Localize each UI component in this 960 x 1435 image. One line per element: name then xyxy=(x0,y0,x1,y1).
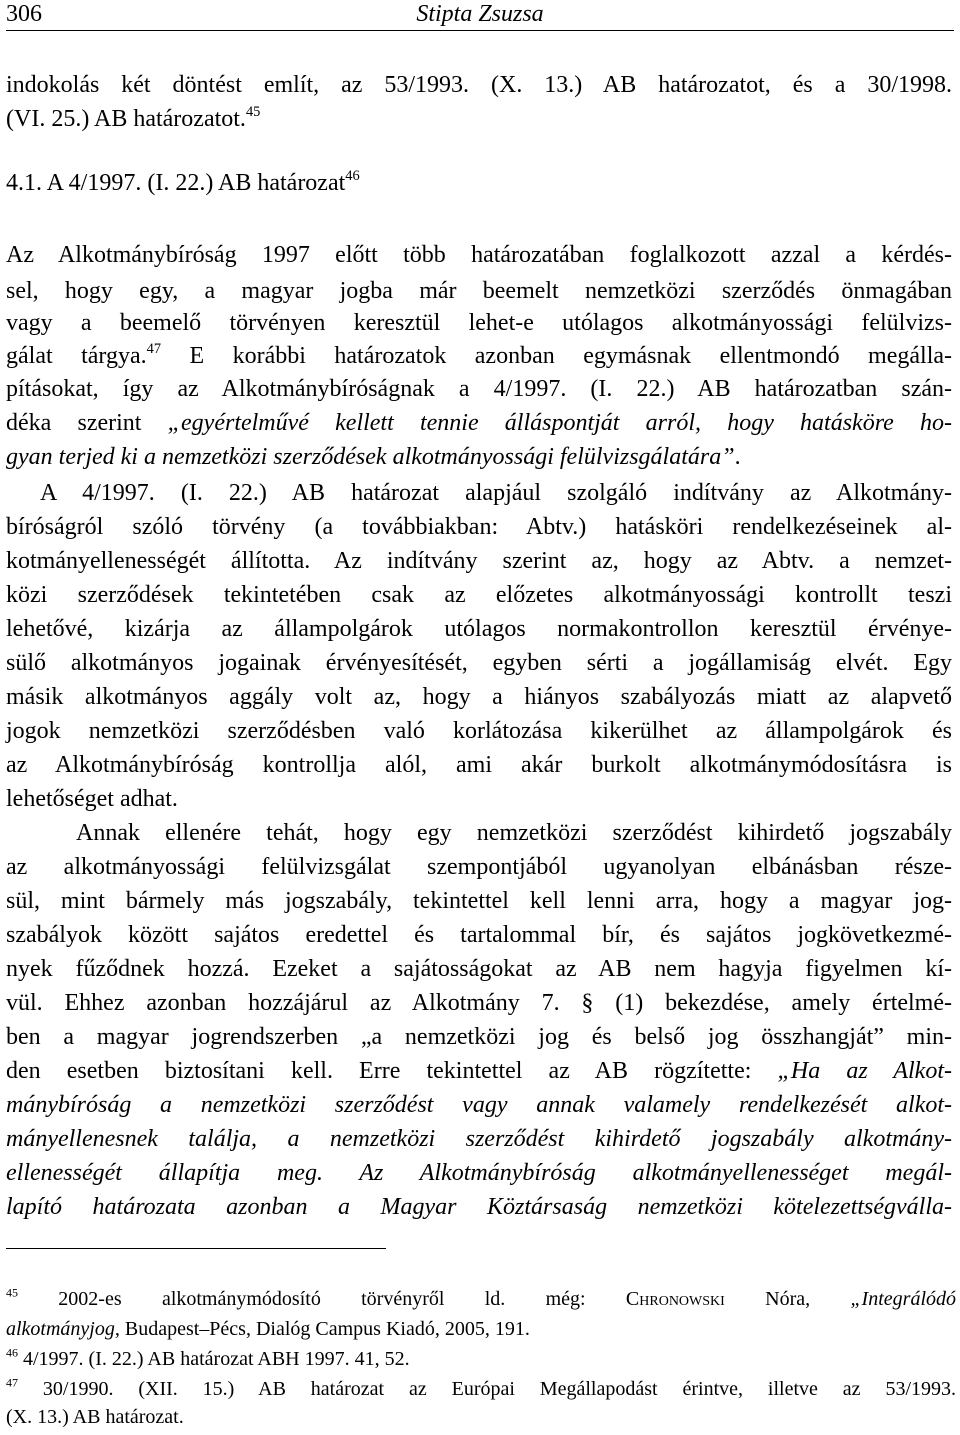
p2-line-3: kotmányellenességét állította. Az indítvány szerint az, hogy az Abtv. a nemzet- xyxy=(6,548,952,574)
p3-line-8 xyxy=(6,1056,952,1086)
p2-line-1: A 4/1997. (I. 22.) AB határozat alapjául szolgáló indítvány az Alkotmány- xyxy=(40,480,952,506)
footnote-ref-45: 45 xyxy=(245,103,261,120)
footnote-45-line-1 xyxy=(6,1286,956,1312)
footnote-47-line-1 xyxy=(6,1376,956,1402)
footnote-46 xyxy=(6,1346,956,1372)
footnote-47-line-2: (X. 13.) AB határozat. xyxy=(6,1406,184,1428)
intro-line-1: indokolás két döntést említ, az 53/1993. (X. 13.) AB határozatot, és a 30/1998. xyxy=(6,72,952,98)
p2-line-8: jogok nemzetközi szerződésben való korlátozása kikerülhet az állampolgárok és xyxy=(6,718,952,744)
p3-line-4: szabályok között sajátos eredettel és tartalommal bír, és sajátos jogkövetkezmé- xyxy=(6,922,952,948)
p3-line-10: mányellenesnek találja, a nemzetközi szerződést kihirdető jogszabály alkotmány- xyxy=(6,1126,952,1152)
intro-text: (VI. 25.) AB határozatot. xyxy=(6,106,246,132)
footnote-number-46: 46 xyxy=(6,1345,18,1360)
footnote-author: Chronowski xyxy=(625,1288,725,1310)
page-number: 306 xyxy=(6,1,42,27)
p3-line-9: mánybíróság a nemzetközi szerződést vagy annak valamely rendelkezését alkot- xyxy=(6,1092,952,1118)
p3-line-3: sül, mint bármely más jogszabály, tekintettel kell lenni arra, hogy a magyar jog- xyxy=(6,888,952,914)
quote-italic: gyan terjed ki a nemzetközi szerződések alkotmányossági felülvizsgálatára” xyxy=(6,444,735,470)
p3-line-12: lapító határozata azonban a Magyar Köztársaság nemzetközi kötelezettségválla- xyxy=(6,1194,952,1220)
footnote-ref-46: 46 xyxy=(345,167,360,184)
footnote-text: Budapest–Pécs, Dialóg Campus Kiadó, 2005, 191. xyxy=(119,1318,530,1340)
running-title: Stipta Zsuzsa xyxy=(416,1,544,27)
p2-line-9: az Alkotmánybíróság kontrollja alól, ami akár burkolt alkotmánymódosításra is xyxy=(6,752,952,778)
footnote-ref-47: 47 xyxy=(146,340,162,357)
p3-line-7: ben a magyar jogrendszerben „a nemzetközi jog és belső jog összhangját” min- xyxy=(6,1024,952,1050)
footnote-text: 4/1997. (I. 22.) AB határozat ABH 1997. 41, 52. xyxy=(18,1348,410,1370)
p3-line-11: ellenességét állapítja meg. Az Alkotmánybíróság alkotmányellenességet megál- xyxy=(6,1160,952,1186)
p1-line-2: sel, hogy egy, a magyar jogba már beemelt nemzetközi szerződés önmagában xyxy=(6,278,952,304)
p2-line-2: bíróságról szóló törvény (a továbbiakban: Abtv.) hatásköri rendelkezéseinek al- xyxy=(6,514,952,540)
p3-line-5: nyek fűződnek hozzá. Ezeket a sajátosságokat az AB nem hagyja figyelmen kí- xyxy=(6,956,952,982)
p2-line-7: másik alkotmányos aggály volt az, hogy a hiányos szabályozás miatt az alapvető xyxy=(6,684,952,710)
footnote-text: 2002-es alkotmánymódosító törvényről ld. még: xyxy=(18,1288,626,1310)
p1-text: E korábbi határozatok azonban egymásnak ellentmondó megálla- xyxy=(161,343,953,369)
p2-line-6: sülő alkotmányos jogainak érvényesítését, egyben sérti a jogállamiság elvét. Egy xyxy=(6,650,952,676)
intro-line-2 xyxy=(6,104,952,134)
p1-line-7 xyxy=(6,442,952,472)
quote-italic: „Ha az Alkot- xyxy=(777,1058,952,1084)
p3-line-1: Annak ellenére tehát, hogy egy nemzetközi szerződést kihirdető jogszabály xyxy=(76,820,952,846)
p3-line-6: vül. Ehhez azonban hozzájárul az Alkotmány 7. § (1) bekezdése, amely értelmé- xyxy=(6,990,952,1016)
footnote-number-47: 47 xyxy=(6,1375,18,1390)
quote-italic: „egyértelművé kellett tennie álláspontját arról, hogy hatásköre ho- xyxy=(167,410,952,436)
p1-line-4 xyxy=(6,341,952,371)
p2-line-10: lehetőséget adhat. xyxy=(6,786,178,812)
p2-line-5: lehetővé, kizárja az állampolgárok utólagos normakontrollon keresztül érvénye- xyxy=(6,616,952,642)
p3-line-2: az alkotmányossági felülvizsgálat szempontjából ugyanolyan elbánásban része- xyxy=(6,854,952,880)
p1-text: déka szerint xyxy=(6,410,168,436)
section-heading-text: 4.1. A 4/1997. (I. 22.) AB határozat xyxy=(6,170,346,196)
section-heading xyxy=(6,168,952,198)
p1-line-1: Az Alkotmánybíróság 1997 előtt több határozatában foglalkozott azzal a kérdés- xyxy=(6,242,952,268)
page-header xyxy=(6,0,954,31)
p2-line-4: közi szerződések tekintetében csak az előzetes alkotmányossági kontrollt teszi xyxy=(6,582,952,608)
footnote-45-line-2 xyxy=(6,1316,956,1342)
p1-text: gálat tárgya. xyxy=(6,343,147,369)
footnote-separator xyxy=(6,1248,386,1249)
p3-text: den esetben biztosítani kell. Erre tekintettel az AB rögzítette: xyxy=(6,1058,778,1084)
p1-line-6 xyxy=(6,408,952,438)
footnote-title: „Integrálódó xyxy=(850,1288,956,1310)
p1-text: . xyxy=(734,444,741,470)
p1-line-3: vagy a beemelő törvényen keresztül lehet-e utólagos alkotmányossági felülvizs- xyxy=(6,310,952,336)
footnote-title: alkotmányjog, xyxy=(6,1318,120,1340)
footnote-text: Nóra, xyxy=(724,1288,851,1310)
footnote-number-45: 45 xyxy=(6,1285,18,1300)
footnote-text: 30/1990. (XII. 15.) AB határozat az Európai Megállapodást érintve, illetve az 53/1993. xyxy=(18,1378,956,1400)
p1-line-5: pításokat, így az Alkotmánybíróságnak a 4/1997. (I. 22.) AB határozatban szán- xyxy=(6,376,952,402)
